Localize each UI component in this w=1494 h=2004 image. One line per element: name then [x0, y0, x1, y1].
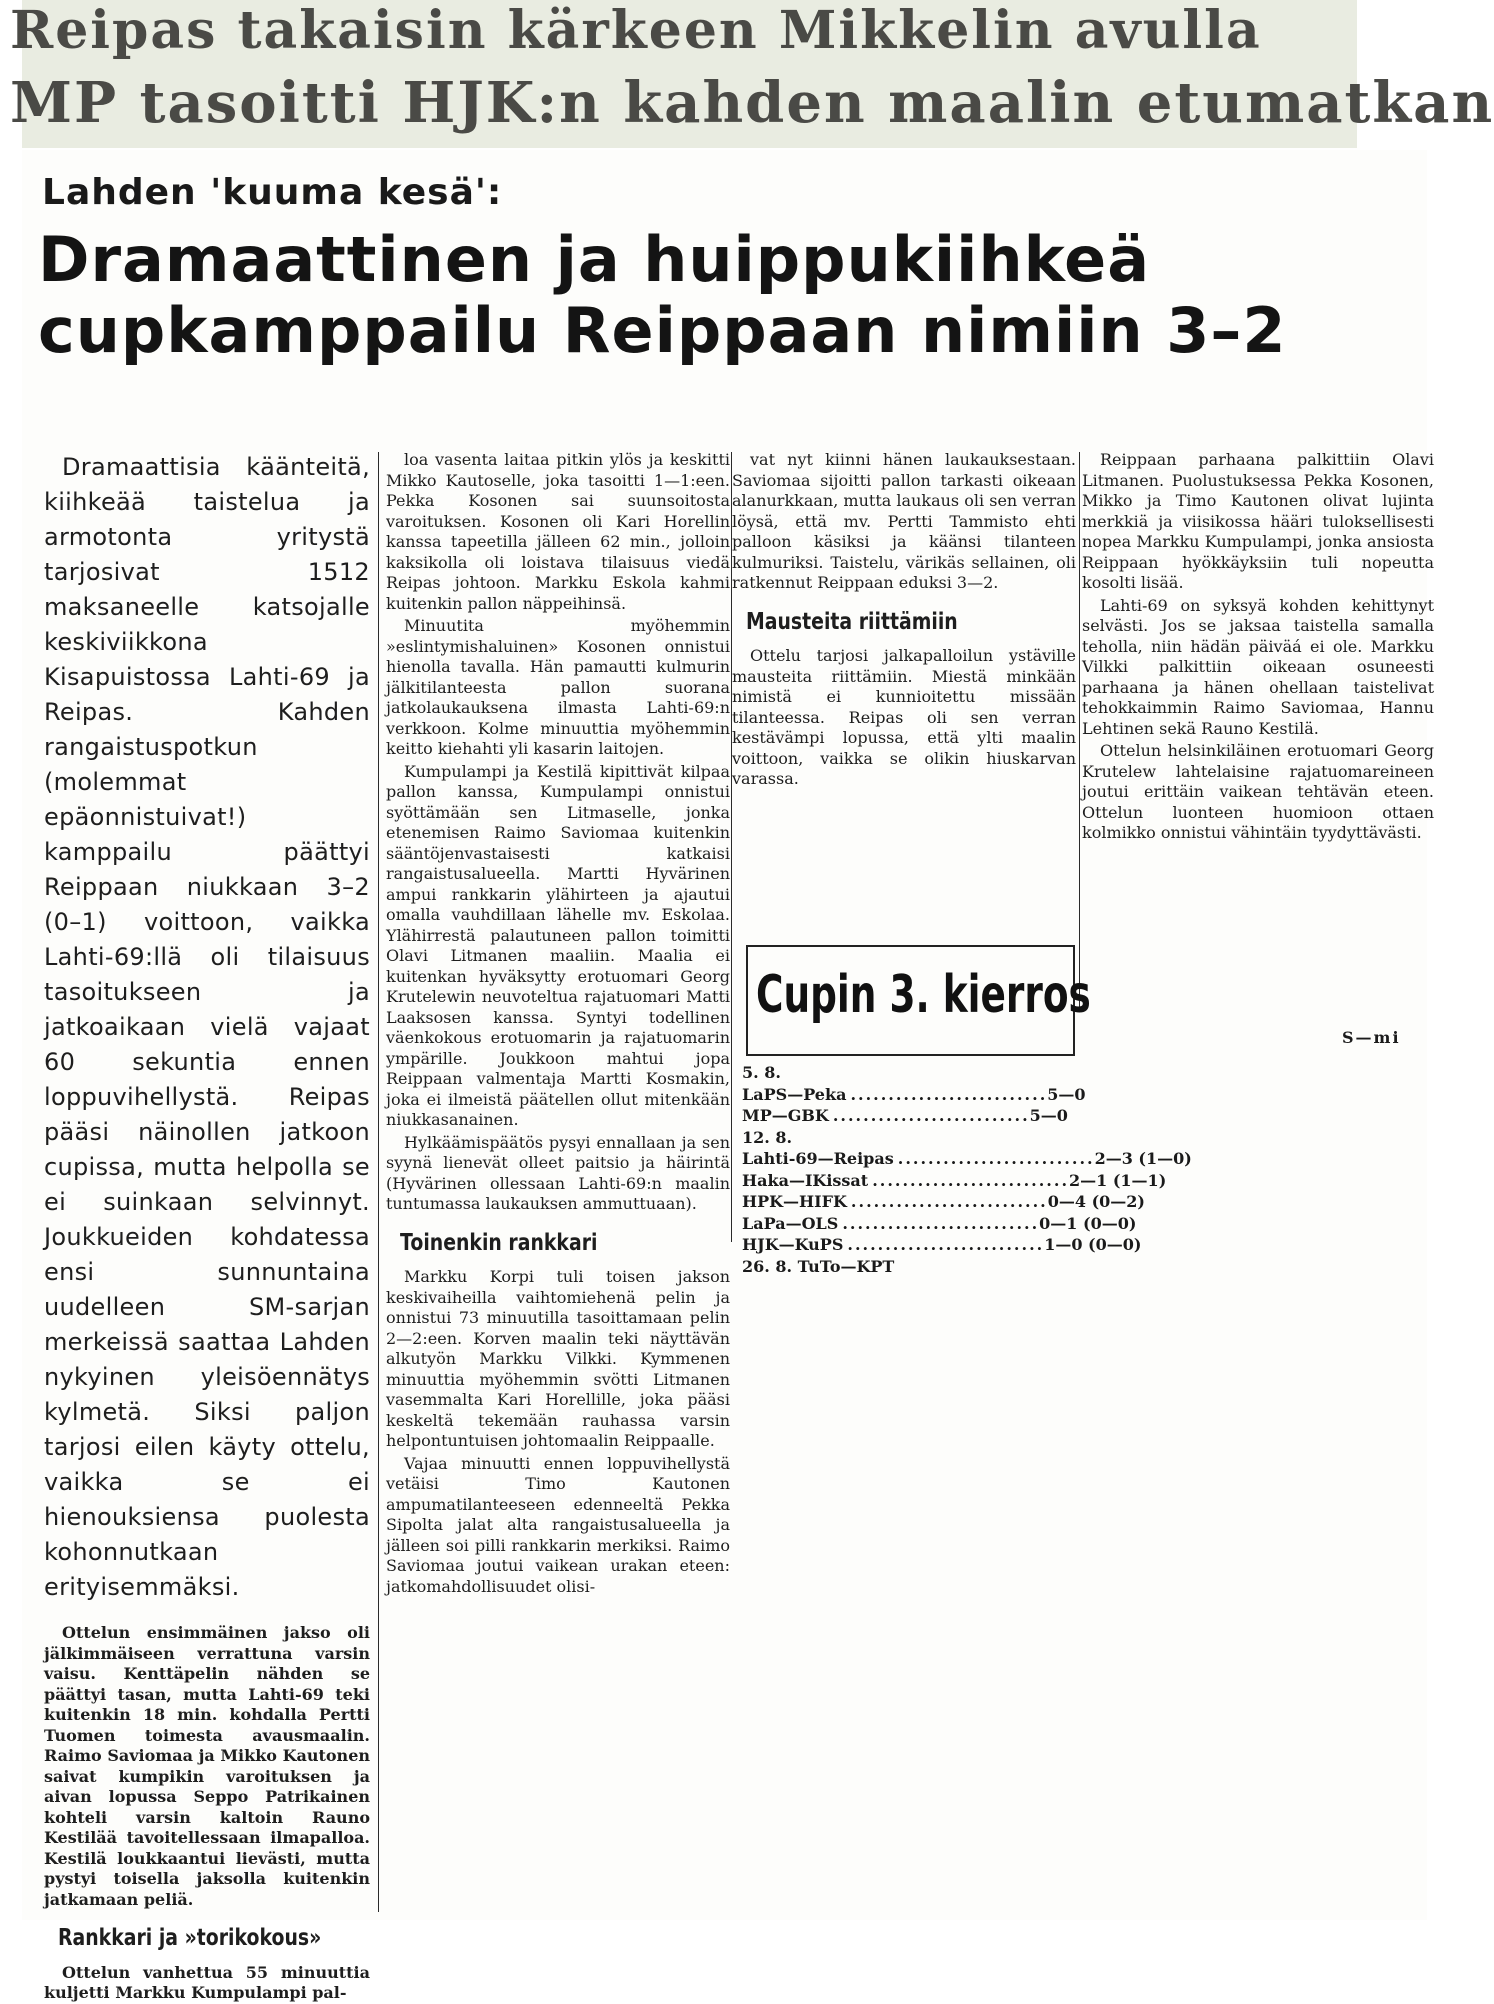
paragraph: loa vasenta laitaa pitkin ylös ja keskitti Mikko Kautoselle, joka tasoitti 1—1:een. Pekka Kosonen sai suunsoitosta varoituksen. Kosonen oli Kari Horellin kanssa tapeetilla jälleen 62 min., jolloin kaksikolla oli loistava tilaisuus viedä Reipas johtoon. Markku Eskola kahmi kuitenkin pallon näppeihinsä.: [386, 450, 730, 613]
column-2: [386, 450, 730, 1915]
lead-paragraph: Dramaattisia käänteitä, kiihkeää taistelua ja armotonta yritystä tarjosivat 1512 maksaneelle katsojalle keskiviikkona Kisapuistossa Lahti-69 ja Reipas. Kahden rangaistuspotkun (molemmat epäonnistuivat!) kamppailu päättyi Reippaan niukkaan 3–2 (0–1) voittoon, vaikka Lahti-69:llä oli tilaisuus tasoitukseen ja jatkoaikaan vielä vajaat 60 sekuntia ennen loppuvihellystä. Reipas pääsi näinollen jatkoon cupissa, mutta helpolla se ei suinkaan selvinnyt. Joukkueiden kohdatessa ensi sunnuntaina uudelleen SM-sarjan merkeissä saattaa Lahden nykyinen yleisöennätys kylmetä. Siksi paljon tarjosi eilen käyty ottelu, vaikka se ei hienouksiensa puolesta kohonnutkaan erityisemmäksi.: [44, 453, 370, 1601]
cup-results: [742, 1062, 1192, 1277]
paragraph: Vajaa minuutti ennen loppuvihellystä vetäisi Timo Kautonen ampumatilanteeseen edenneeltä Pekka Sipolta jalat alta rangaistusalueella ja jälleen soi pilli rankkarin merkiksi. Raimo Saviomaa joutui vaikean urakan eteen: jatkomahdollisuudet olisi-: [386, 1453, 730, 1596]
result-row: LaPa—OLS .......................... 0—1 (0—0): [742, 1213, 1137, 1233]
paragraph: Markku Korpi tuli toisen jakson keskivaiheilla vaihtomiehenä pelin ja onnistui 73 minuutilla tasoittamaan pelin 2—2:een. Korven maalin teki näyttävän alkutyön Markku Vilkki. Kymmenen minuuttia myöhemmin svötti Litmanen vasemmalta Kari Horellille, joka pääsi keskeltä tekemään rauhassa varsin helpontuntuisen johtomaalin Reippaalle.: [386, 1267, 730, 1450]
paragraph: Ottelun vanhettua 55 minuuttia kuljetti Markku Kumpulampi pal-: [44, 1962, 370, 2002]
result-row: Haka—IKissat .......................... 2—1 (1—1): [742, 1170, 1167, 1190]
paragraph: Reippaan parhaana palkittiin Olavi Litmanen. Puolustuksessa Pekka Kosonen, Mikko ja Timo Kautonen olivat lujinta merkkiä ja viisikossa hääri tuloksellisesti nopea Markku Kumpulampi, jonka ansiosta Reippaan hyökkäyksiin tuli nopeutta kosolti lisää.: [1082, 450, 1434, 592]
subheading: Mausteita riittämiin: [746, 608, 958, 635]
result-row: HJK—KuPS .......................... 1—0 (0—0): [742, 1235, 1142, 1254]
column-1: [44, 450, 370, 2002]
paragraph: Ottelun ensimmäinen jakso oli jälkimmäiseen verrattuna varsin vaisu. Kenttäpelin nähden se päättyi tasan, mutta Lahti-69 teki kuitenkin 18 min. kohdalla Pertti Tuomen toimesta avausmaalin. Raimo Saviomaa ja Mikko Kautonen saivat kumpikin varoituksen ja aivan lopussa Seppo Patrikainen kohteli varsin kaltoin Rauno Kestilää tavoitellessaan ilmapalloa. Kestilä loukkaantui lievästi, mutta pystyi toisella jaksolla kuitenkin jatkamaan peliä.: [44, 1623, 370, 1909]
result-row: MP—GBK .......................... 5—0: [742, 1106, 1068, 1125]
paragraph: Hylkäämispäätös pysyi ennallaan ja sen syynä lienevät olleet paitsio ja häirintä (Hyvärinen ollessaan Lahti-69:n maalin tuntumassa laukauksen ammuttuaan).: [386, 1132, 730, 1213]
cup-title: Cupin 3. kierros: [756, 965, 1091, 1025]
subheading: Toinenkin rankkari: [400, 1229, 598, 1256]
kicker: Lahden 'kuuma kesä':: [42, 172, 503, 213]
paragraph: Minuutita myöhemmin »eslintymishaluinen» Kosonen onnistui hienolla tavalla. Hän pamautti kulmurin jälkitilanteesta pallon suorana jatkolaukauksena ilmasta Lahti-69:n verkkoon. Kolme minuuttia myöhemmin keitto kiehahti yli kasarin laitojen.: [386, 616, 730, 758]
result-last: 26. 8. TuTo—KPT: [742, 1256, 895, 1276]
result-date: 12. 8.: [742, 1127, 793, 1147]
paragraph: Kumpulampi ja Kestilä kipittivät kilpaa pallon kanssa, Kumpulampi onnistui syöttämään sen Litmaselle, jonka etenemisen Raimo Saviomaa kuitenkin sääntöjenvastaisesti katkaisi rangaistusalueella. Martti Hyvärinen ampui rankkarin ylähirteen ja ajautui omalla vauhdillaan lähelle mv. Eskolaa. Ylähirrestä palautuneen pallon toimitti Olavi Litmanen maaliin. Maalia ei kuitenkan hyväksytty erotuomari Georg Krutelewin neuvoteltua rajatuomari Matti Laaksosen kanssa. Syntyi todellinen väenkokous erotuomarin ja rajatuomarin ympärille. Joukkoon mahtui jopa Reippaan valmentaja Martti Kosmakin, joka ei ilmeistä päätellen ollut mitenkään niukkasanainen.: [386, 761, 730, 1129]
column-rule: [378, 452, 379, 1912]
result-row: HPK—HIFK .......................... 0—4 (0—2): [742, 1192, 1145, 1211]
result-row: Lahti-69—Reipas .......................... 2—3 (1—0): [742, 1149, 1192, 1168]
paragraph: Ottelun helsinkiläinen erotuomari Georg Krutelew lahtelaisine rajatuomareineen joutui erittäin vaikean tehtävän eteen. Ottelun luonteen huomioon ottaen kolmikko onnistui vähintäin tyydyttävästi.: [1082, 741, 1434, 842]
result-date: 5. 8.: [742, 1063, 781, 1082]
result-row: LaPS—Peka .......................... 5—0: [742, 1084, 1086, 1104]
subheadline-line-2: MP tasoitti HJK:n kahden maalin etumatkan: [10, 70, 1494, 136]
paragraph: Lahti-69 on syksyä kohden kehittynyt selvästi. Jos se jaksaa taistella samalla teholla, niin hädän päiväá ei ole. Markku Vilkki palkittiin oikeaan osuneesti parhaana ja hänen ohellaan taistelivat tehokkaimmin Raimo Saviomaa, Hannu Lehtinen sekä Rauno Kestilä.: [1082, 595, 1434, 738]
author-signature: S—mi: [1342, 1028, 1401, 1047]
headline: [38, 225, 1428, 366]
subheading: Rankkari ja »torikokous»: [58, 1925, 322, 1951]
paragraph: Ottelu tarjosi jalkapalloilun ystäville mausteita riittämiin. Miestä minkään nimistä ei kunnioitettu missään tilanteessa. Reipas oli sen verran kestävämpi lopussa, että ylti maalin voittoon, vaikka se olikin hiuskarvan varassa.: [732, 646, 1076, 788]
headline-line-2: cupkamppailu Reippaan nimiin 3–2: [38, 293, 1287, 367]
column-rule: [1079, 452, 1080, 1012]
paragraph: vat nyt kiinni hänen laukauksestaan. Saviomaa sijoitti pallon tarkasti oikeaan alanurkkaan, mutta laukaus oli sen verran löysä, että mv. Pertti Tammisto ehti palloon käsiksi ja käänsi tilanteen kulmuriksi. Taistelu, värikäs sellainen, oli ratkennut Reippaan eduksi 3—2.: [732, 450, 1076, 592]
cup-results-box: [746, 945, 1091, 1056]
column-4: [1082, 450, 1434, 1010]
subheadline-line-1: Reipas takaisin kärkeen Mikkelin avulla: [10, 0, 1262, 61]
headline-line-1: Dramaattinen ja huippukiihkeä: [38, 223, 1151, 296]
